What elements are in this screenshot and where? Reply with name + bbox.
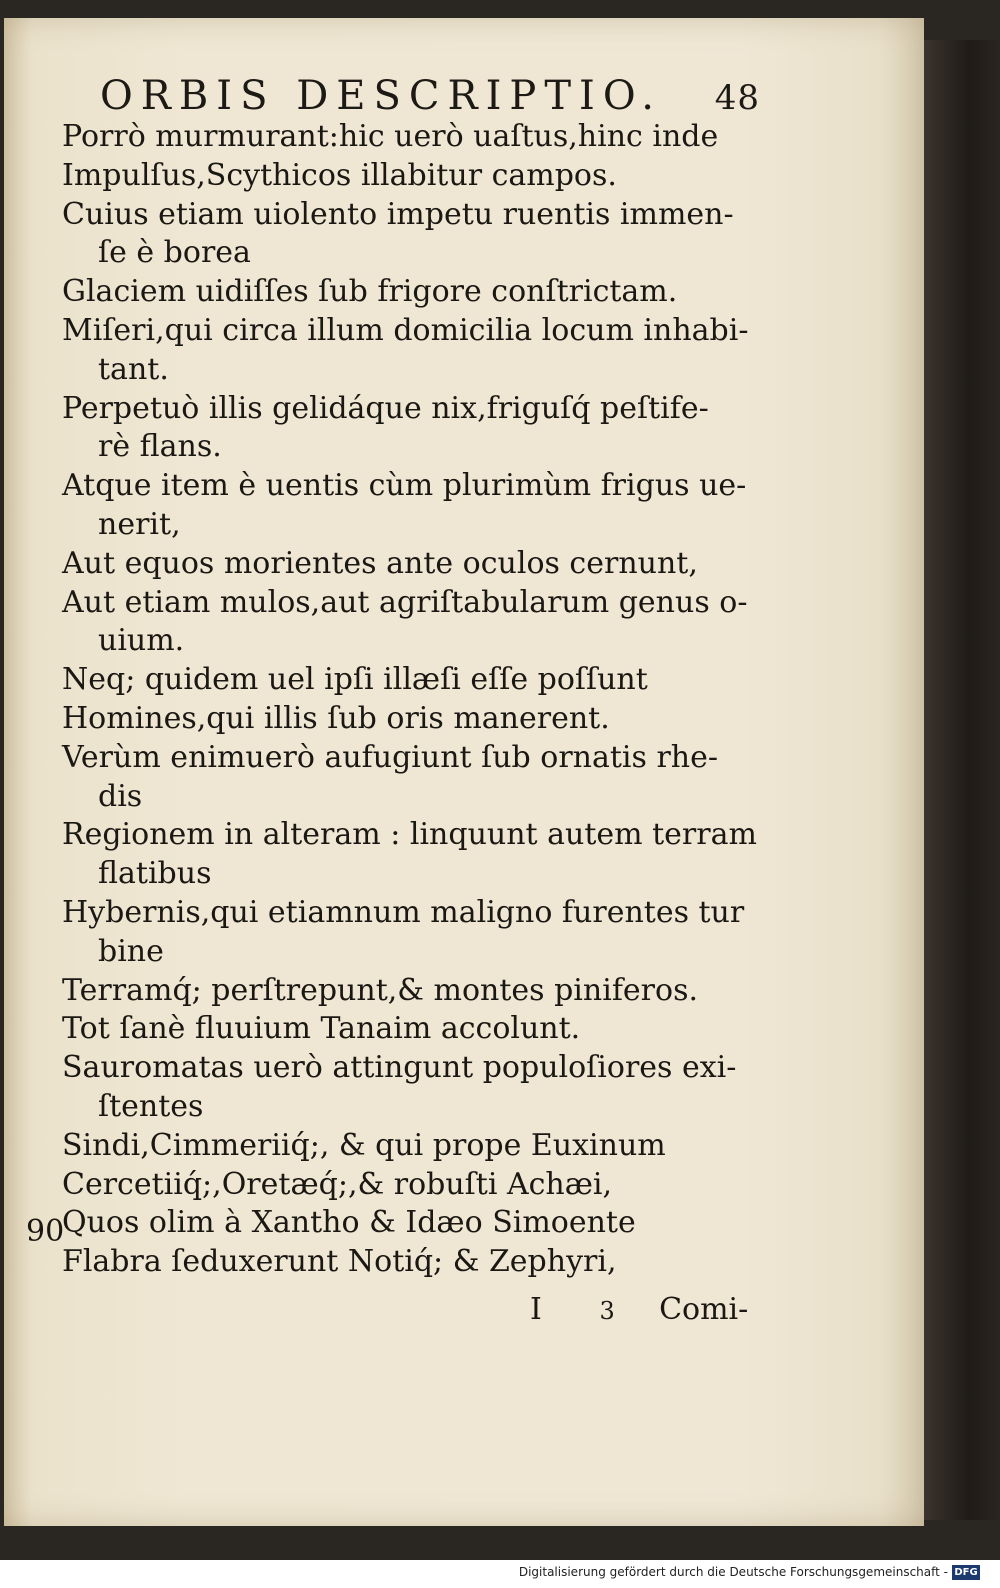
- book-edge: [924, 40, 1000, 1520]
- folio-number: 48: [714, 78, 760, 118]
- verse-line: flatibus: [98, 856, 212, 892]
- verse-line: Verùm enimuerò aufugiunt ſub ornatis rhe-: [62, 739, 719, 775]
- verse-line: Quos olim à Xantho & Idæo Simoente: [62, 1205, 636, 1241]
- verse-line: rè flans.: [98, 429, 222, 465]
- verse-line: dis: [98, 778, 143, 814]
- verse-line: Cuius etiam uiolento impetu ruentis immen-: [62, 196, 734, 232]
- verse-line: Aut etiam mulos,aut agriſtabularum genus o-: [62, 584, 748, 620]
- verse-line: Neq; quidem uel ipſi illæſi eſſe poſſunt: [62, 662, 648, 698]
- verse-line: Sindi,Cimmeriiq́;, & qui prope Euxinum: [62, 1127, 666, 1163]
- catchword-line: [530, 1290, 750, 1331]
- verse-line: Glaciem uidiſſes ſub frigore conſtrictam.: [62, 274, 678, 310]
- verse-line: bine: [98, 933, 164, 969]
- funding-credit: Digitalisierung gefördert durch die Deutsche Forschungsgemeinschaft -: [518, 1565, 948, 1579]
- verse-line: Homines,qui illis ſub oris manerent.: [62, 700, 610, 736]
- verse-line: Regionem in alteram : linquunt autem terram: [62, 817, 757, 853]
- signature-mark: I: [530, 1292, 542, 1327]
- verse-line-number: 90: [26, 1214, 65, 1249]
- verse-line: ſtentes: [98, 1088, 204, 1124]
- dfg-logo: DFG: [952, 1565, 980, 1580]
- verse-line: Perpetuò illis gelidáque nix,friguſq́ peſtife-: [62, 390, 709, 426]
- verse-line: Sauromatas uerò attingunt populoſiores exi-: [62, 1050, 737, 1086]
- verse-line: Atque item è uentis cùm plurimùm frigus ue-: [62, 468, 747, 504]
- verse-line: Impulſus,Scythicos illabitur campos.: [62, 157, 617, 193]
- verse-line: ſe è borea: [98, 235, 251, 271]
- signature-number: 3: [599, 1297, 615, 1325]
- verse-line: Terramq́; perſtrepunt,& montes piniferos.: [62, 972, 699, 1008]
- running-header: [100, 72, 760, 120]
- footer-bar: [0, 1560, 1000, 1588]
- verse-line: Aut equos morientes ante oculos cernunt,: [62, 545, 698, 581]
- verse-line: nerit,: [98, 506, 181, 542]
- verse-line: Tot ſanè fluuium Tanaim accolunt.: [62, 1011, 581, 1047]
- verse-line: uium.: [98, 623, 185, 659]
- verse-line: tant.: [98, 351, 169, 387]
- verse-line: Hybernis,qui etiamnum maligno furentes tur: [62, 894, 745, 930]
- verse-line: Cercetiiq́;,Oretæq́;,& robuſti Achæi,: [62, 1166, 613, 1202]
- verse-line: Miſeri,qui circa illum domicilia locum inhabi-: [62, 312, 749, 348]
- verse-line: Flabra ſeduxerunt Notiq́; & Zephyri,: [62, 1244, 617, 1280]
- verse-text: [62, 118, 782, 1282]
- verse-line: Porrò murmurant:hic uerò uaſtus,hinc inde: [62, 119, 719, 154]
- running-title: ORBIS DESCRIPTIO.: [100, 73, 662, 119]
- catchword: Comi-: [659, 1292, 749, 1327]
